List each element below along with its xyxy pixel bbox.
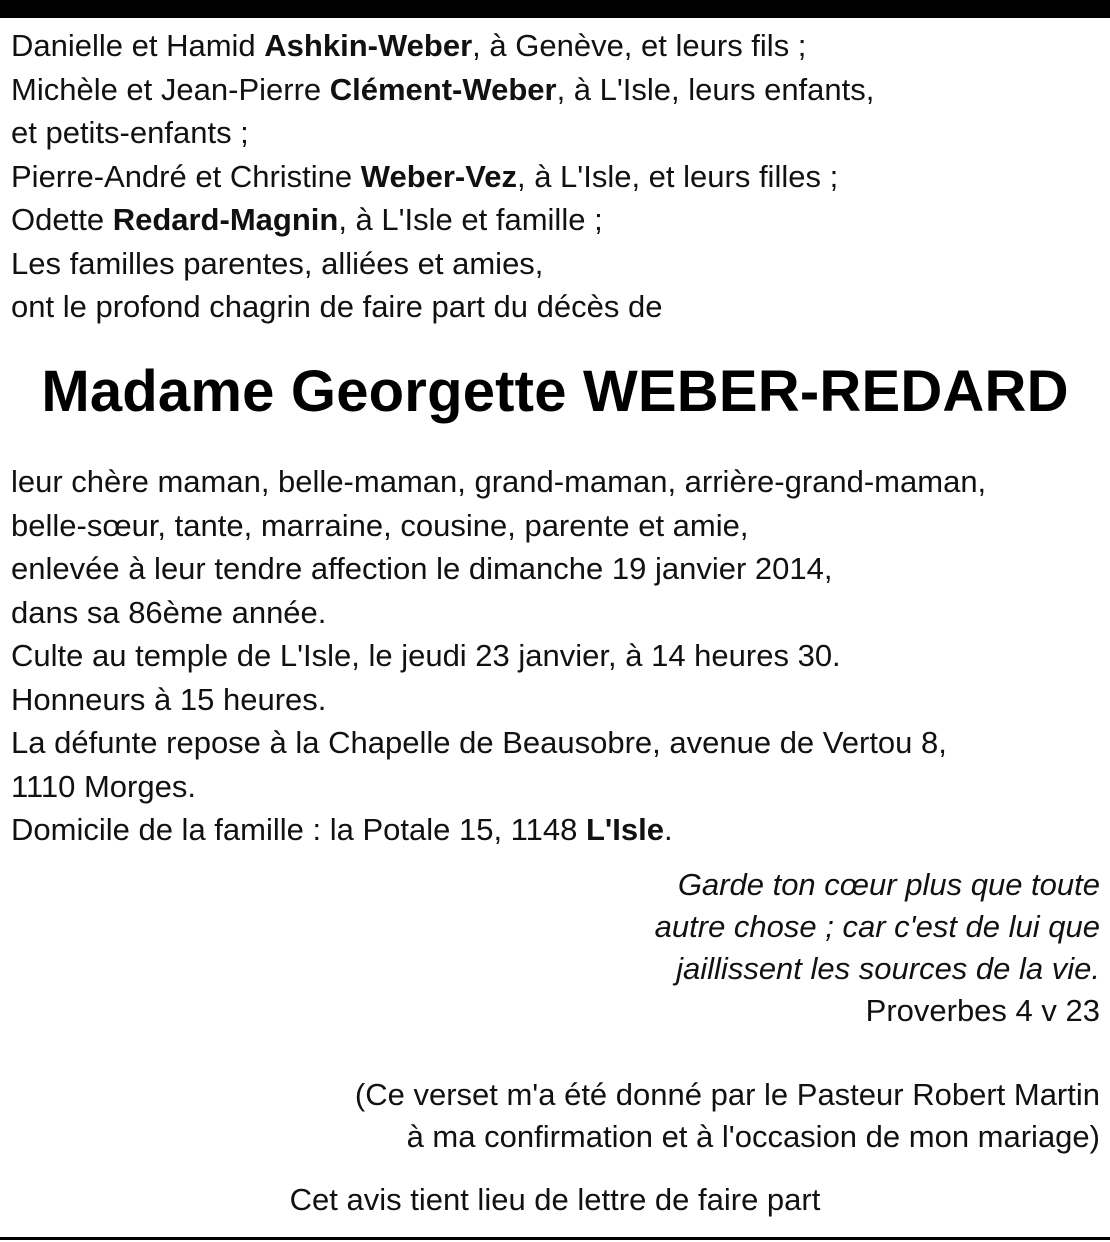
family-line-text: , à L'Isle, et leurs filles ; bbox=[516, 158, 839, 194]
detail-line-text: dans sa 86ème année. bbox=[11, 594, 327, 630]
family-line-text: , à L'Isle, leurs enfants, bbox=[556, 71, 875, 107]
family-line bbox=[11, 111, 874, 155]
closing-line: Cet avis tient lieu de lettre de faire part bbox=[289, 1182, 821, 1217]
verse-note bbox=[355, 1074, 1100, 1158]
detail-line bbox=[11, 591, 986, 635]
note-line: à ma confirmation et à l'occasion de mon mariage) bbox=[406, 1119, 1100, 1154]
detail-line-text: belle-sœur, tante, marraine, cousine, parente et amie, bbox=[11, 507, 749, 543]
detail-line bbox=[11, 721, 986, 765]
family-line bbox=[11, 242, 874, 286]
family-line bbox=[11, 285, 874, 329]
detail-line bbox=[11, 678, 986, 722]
detail-line bbox=[11, 460, 986, 504]
family-line-text: ont le profond chagrin de faire part du décès de bbox=[11, 289, 663, 324]
family-line bbox=[11, 155, 874, 199]
family-line-text: Pierre-André et Christine bbox=[11, 158, 361, 194]
bottom-rule bbox=[0, 1237, 1110, 1240]
family-line-text: , à L'Isle et famille ; bbox=[338, 202, 603, 237]
detail-line-text: leur chère maman, belle-maman, grand-maman, arrière-grand-maman, bbox=[11, 464, 987, 499]
family-surname: Weber-Vez bbox=[360, 158, 517, 194]
family-line-text: , à Genève, et leurs fils ; bbox=[472, 28, 807, 63]
detail-line-text: Domicile de la famille : la Potale 15, 1148 bbox=[11, 812, 586, 847]
family-surname: Redard-Magnin bbox=[112, 202, 339, 237]
detail-line-text: Culte au temple de L'Isle, le jeudi 23 janvier, à 14 heures 30. bbox=[11, 638, 841, 673]
family-surname: Clément-Weber bbox=[329, 71, 557, 107]
detail-line-text: La défunte repose à la Chapelle de Beausobre, avenue de Vertou 8, bbox=[11, 725, 947, 760]
verse-line: autre chose ; car c'est de lui que bbox=[654, 909, 1100, 944]
family-line-text: Michèle et Jean-Pierre bbox=[11, 71, 330, 107]
detail-line-text: 1110 Morges. bbox=[11, 768, 196, 804]
note-line: (Ce verset m'a été donné par le Pasteur Robert Martin bbox=[354, 1077, 1100, 1112]
family-line-text: Danielle et Hamid bbox=[11, 28, 265, 63]
detail-bold-text: L'Isle bbox=[585, 812, 664, 847]
detail-line-text: Honneurs à 15 heures. bbox=[11, 681, 327, 717]
detail-line-text: . bbox=[663, 812, 673, 847]
verse-reference: Proverbes 4 v 23 bbox=[865, 993, 1100, 1028]
verse-line: Garde ton cœur plus que toute bbox=[677, 867, 1100, 902]
verse-line: jaillissent les sources de la vie. bbox=[676, 951, 1100, 986]
family-line-text: Les familles parentes, alliées et amies, bbox=[11, 245, 544, 281]
detail-line bbox=[11, 634, 986, 678]
families-list bbox=[11, 24, 874, 329]
top-rule bbox=[0, 0, 1110, 18]
family-line bbox=[11, 24, 874, 68]
detail-line bbox=[11, 504, 986, 548]
detail-line bbox=[11, 808, 986, 852]
deceased-name: Madame Georgette WEBER-REDARD bbox=[41, 359, 1069, 424]
family-line bbox=[11, 68, 874, 112]
detail-line-text: enlevée à leur tendre affection le dimanche 19 janvier 2014, bbox=[11, 551, 833, 586]
family-surname: Ashkin-Weber bbox=[264, 28, 473, 63]
bible-verse bbox=[655, 864, 1100, 1032]
details-list bbox=[11, 460, 986, 852]
family-line-text: et petits-enfants ; bbox=[11, 115, 249, 150]
family-line bbox=[11, 198, 874, 242]
detail-line bbox=[11, 765, 986, 809]
detail-line bbox=[11, 547, 986, 591]
family-line-text: Odette bbox=[11, 202, 113, 237]
